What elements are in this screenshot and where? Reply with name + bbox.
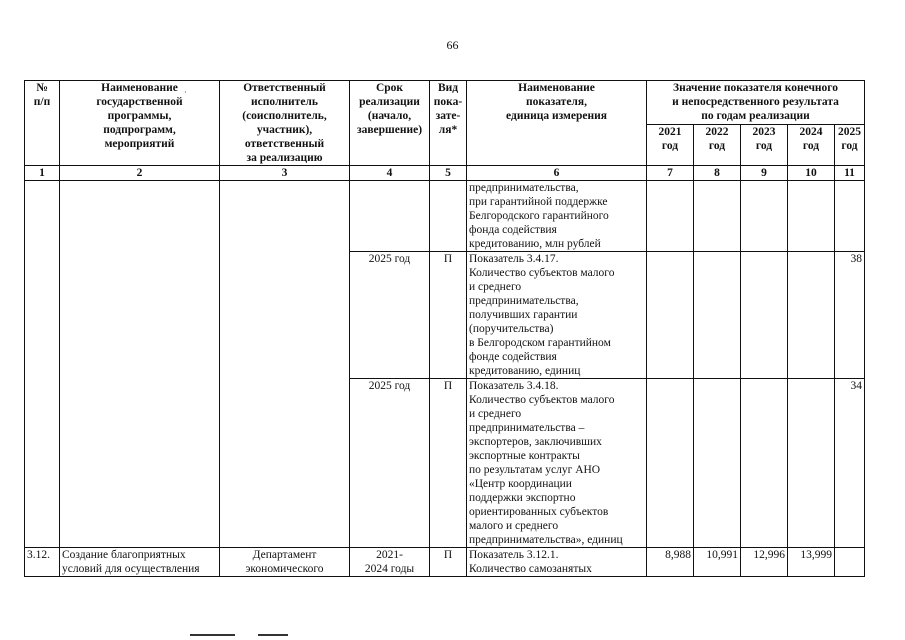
header-number: № п/п — [25, 81, 60, 166]
row-value-2024: 13,999 — [788, 548, 835, 577]
row-value-2024 — [788, 252, 835, 379]
row-value-2021 — [647, 181, 694, 252]
column-number: 8 — [694, 166, 741, 181]
row-value-2023: 12,996 — [741, 548, 788, 577]
row-executor: Департамент экономического — [220, 548, 350, 577]
header-indicator-kind: Вид пока- зате- ля* — [430, 81, 467, 166]
header-year-2023: 2023 год — [741, 125, 788, 166]
row-value-2024 — [788, 181, 835, 252]
row-indicator: Показатель 3.4.18. Количество субъектов малого и среднего предпринимательства – экспортеров, заключивших экспортные контракты по результатам услуг АНО «Центр координации поддержки экспортно ориентированных субъектов малого и среднего предпринимательства», единиц — [467, 379, 647, 548]
header-term: Срок реализации (начало, завершение) — [350, 81, 430, 166]
row-value-2025: 38 — [835, 252, 865, 379]
row-indicator: предпринимательства, при гарантийной поддержке Белгородского гарантийного фонда содействия кредитованию, млн рублей — [467, 181, 647, 252]
row-term: 2021- 2024 годы — [350, 548, 430, 577]
column-number: 9 — [741, 166, 788, 181]
row-number-cell — [25, 181, 60, 548]
table-row — [25, 548, 865, 577]
row-executor-cell — [220, 181, 350, 548]
header-program-name: Наименование государственной программы, подпрограмм, мероприятий — [60, 81, 220, 166]
column-number: 3 — [220, 166, 350, 181]
header-indicator-name: Наименование показателя, единица измерения — [467, 81, 647, 166]
row-value-2024 — [788, 379, 835, 548]
row-number: 3.12. — [25, 548, 60, 577]
column-number: 5 — [430, 166, 467, 181]
header-year-2024: 2024 год — [788, 125, 835, 166]
row-value-2022 — [694, 252, 741, 379]
column-number: 10 — [788, 166, 835, 181]
column-number: 4 — [350, 166, 430, 181]
row-term: 2025 год — [350, 252, 430, 379]
row-value-2023 — [741, 252, 788, 379]
row-value-2025 — [835, 548, 865, 577]
row-name: Создание благоприятных условий для осуществления — [60, 548, 220, 577]
column-number: 6 — [467, 166, 647, 181]
column-number: 7 — [647, 166, 694, 181]
row-indicator: Показатель 3.4.17. Количество субъектов малого и среднего предпринимательства, получивших гарантии (поручительства) в Белгородском гарантийном фонде содействия кредитованию, единиц — [467, 252, 647, 379]
row-value-2021: 8,988 — [647, 548, 694, 577]
row-kind: П — [430, 548, 467, 577]
column-number: 11 — [835, 166, 865, 181]
header-year-2021: 2021 год — [647, 125, 694, 166]
row-value-2023 — [741, 181, 788, 252]
row-value-2025 — [835, 181, 865, 252]
row-term: 2025 год — [350, 379, 430, 548]
row-value-2022: 10,991 — [694, 548, 741, 577]
column-numbers-row — [25, 166, 865, 181]
row-kind: П — [430, 252, 467, 379]
indicators-table — [24, 80, 865, 577]
header-values-group: Значение показателя конечного и непосредственного результата по годам реализации — [647, 81, 865, 125]
column-number: 1 — [25, 166, 60, 181]
scan-artifact-line — [190, 634, 235, 636]
header-year-2025: 2025 год — [835, 125, 865, 166]
row-term — [350, 181, 430, 252]
row-value-2025: 34 — [835, 379, 865, 548]
row-kind: П — [430, 379, 467, 548]
header-row-1 — [25, 81, 865, 125]
column-number: 2 — [60, 166, 220, 181]
row-name-cell — [60, 181, 220, 548]
row-kind — [430, 181, 467, 252]
header-year-2022: 2022 год — [694, 125, 741, 166]
scan-artifact-line — [258, 634, 288, 636]
table-row — [25, 181, 865, 252]
row-value-2022 — [694, 379, 741, 548]
scan-dot: · — [184, 88, 187, 97]
header-executor: Ответственный исполнитель (соисполнитель, участник), ответственный за реализацию — [220, 81, 350, 166]
row-value-2021 — [647, 379, 694, 548]
row-indicator: Показатель 3.12.1. Количество самозанятых — [467, 548, 647, 577]
row-value-2021 — [647, 252, 694, 379]
page-number: 66 — [446, 38, 459, 52]
row-value-2022 — [694, 181, 741, 252]
row-value-2023 — [741, 379, 788, 548]
